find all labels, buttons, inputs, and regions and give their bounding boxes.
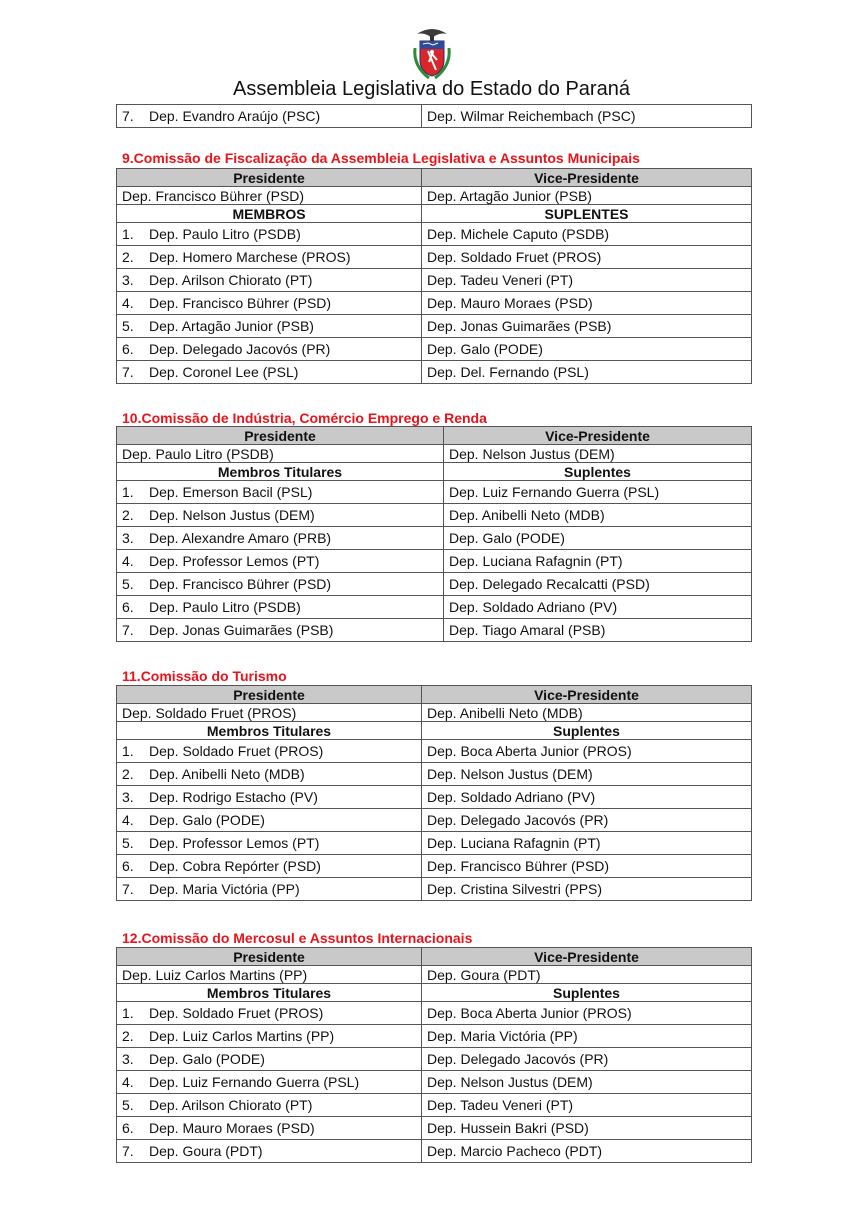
member-cell	[117, 1117, 422, 1140]
header-row	[117, 948, 752, 966]
substitutes-header: Suplentes	[444, 463, 752, 481]
substitute-cell: Dep. Nelson Justus (DEM)	[422, 1071, 752, 1094]
vice-president-header: Vice-Presidente	[422, 948, 752, 966]
row-number: 5.	[122, 576, 134, 592]
row-number: 6.	[122, 599, 134, 615]
member-name: Dep. Paulo Litro (PSDB)	[149, 226, 301, 242]
president-header: Presidente	[117, 427, 444, 445]
table-row	[117, 1025, 752, 1048]
vice-president-header: Vice-Presidente	[422, 686, 752, 704]
member-cell	[117, 809, 422, 832]
substitute-cell: Dep. Delegado Recalcatti (PSD)	[444, 573, 752, 596]
member-name: Dep. Soldado Fruet (PROS)	[149, 743, 324, 759]
member-cell	[117, 1025, 422, 1048]
row-number: 3.	[122, 1051, 134, 1067]
member-name: Dep. Rodrigo Estacho (PV)	[149, 789, 318, 805]
table-row	[117, 1048, 752, 1071]
member-cell	[117, 269, 422, 292]
member-name: Dep. Coronel Lee (PSL)	[149, 364, 299, 380]
row-number: 7.	[122, 108, 134, 124]
member-name: Dep. Evandro Araújo (PSC)	[149, 108, 321, 124]
member-cell	[117, 292, 422, 315]
member-cell	[117, 361, 422, 384]
substitute-cell: Dep. Cristina Silvestri (PPS)	[422, 878, 752, 901]
table-row	[117, 1117, 752, 1140]
member-cell	[117, 246, 422, 269]
president-name: Dep. Francisco Bührer (PSD)	[117, 187, 422, 205]
member-name: Dep. Professor Lemos (PT)	[149, 553, 320, 569]
parana-coat-of-arms-logo	[409, 26, 455, 82]
row-number: 7.	[122, 364, 134, 380]
row-number: 1.	[122, 484, 134, 500]
row-number: 4.	[122, 812, 134, 828]
substitute-cell: Dep. Tadeu Veneri (PT)	[422, 1094, 752, 1117]
row-number: 1.	[122, 226, 134, 242]
member-name: Dep. Arilson Chiorato (PT)	[149, 272, 313, 288]
row-number: 7.	[122, 1143, 134, 1159]
table-row	[117, 573, 752, 596]
members-header: Membros Titulares	[117, 463, 444, 481]
table-row	[117, 105, 752, 128]
table-row	[117, 1140, 752, 1163]
substitute-cell: Dep. Anibelli Neto (MDB)	[444, 504, 752, 527]
president-name: Dep. Paulo Litro (PSDB)	[117, 445, 444, 463]
substitute-cell: Dep. Francisco Bührer (PSD)	[422, 855, 752, 878]
president-row	[117, 704, 752, 722]
member-cell	[117, 481, 444, 504]
vice-president-name: Dep. Anibelli Neto (MDB)	[422, 704, 752, 722]
member-cell	[117, 223, 422, 246]
substitutes-header: SUPLENTES	[422, 205, 752, 223]
commission-title: 12.Comissão do Mercosul e Assuntos Internacionais	[122, 930, 473, 946]
substitute-cell: Dep. Marcio Pacheco (PDT)	[422, 1140, 752, 1163]
subheader-row	[117, 205, 752, 223]
table-row	[117, 1002, 752, 1025]
member-cell	[117, 573, 444, 596]
member-cell	[117, 105, 422, 128]
president-name: Dep. Soldado Fruet (PROS)	[117, 704, 422, 722]
member-cell	[117, 832, 422, 855]
table-row	[117, 292, 752, 315]
substitute-cell: Dep. Tiago Amaral (PSB)	[444, 619, 752, 642]
subheader-row	[117, 463, 752, 481]
member-name: Dep. Artagão Junior (PSB)	[149, 318, 314, 334]
president-row	[117, 966, 752, 984]
substitute-cell: Dep. Luciana Rafagnin (PT)	[422, 832, 752, 855]
vice-president-name: Dep. Nelson Justus (DEM)	[444, 445, 752, 463]
member-name: Dep. Professor Lemos (PT)	[149, 835, 320, 851]
member-name: Dep. Anibelli Neto (MDB)	[149, 766, 305, 782]
row-number: 1.	[122, 1005, 134, 1021]
table-row	[117, 338, 752, 361]
row-number: 3.	[122, 530, 134, 546]
member-cell	[117, 1140, 422, 1163]
row-number: 6.	[122, 858, 134, 874]
table-row	[117, 1094, 752, 1117]
table-row	[117, 481, 752, 504]
vice-president-name: Dep. Artagão Junior (PSB)	[422, 187, 752, 205]
header-row	[117, 169, 752, 187]
substitutes-header: Suplentes	[422, 984, 752, 1002]
member-name: Dep. Galo (PODE)	[149, 1051, 265, 1067]
substitute-cell: Dep. Nelson Justus (DEM)	[422, 763, 752, 786]
subheader-row	[117, 722, 752, 740]
substitute-cell: Dep. Jonas Guimarães (PSB)	[422, 315, 752, 338]
substitute-cell: Dep. Soldado Adriano (PV)	[444, 596, 752, 619]
member-cell	[117, 855, 422, 878]
member-cell	[117, 1094, 422, 1117]
substitute-cell: Dep. Galo (PODE)	[444, 527, 752, 550]
vice-president-header: Vice-Presidente	[444, 427, 752, 445]
commission-table	[116, 947, 752, 1163]
commission-table	[116, 426, 752, 642]
member-cell	[117, 504, 444, 527]
subheader-row	[117, 984, 752, 1002]
row-number: 4.	[122, 553, 134, 569]
commission-table	[116, 168, 752, 384]
substitute-cell: Dep. Soldado Fruet (PROS)	[422, 246, 752, 269]
member-cell	[117, 878, 422, 901]
members-header: Membros Titulares	[117, 722, 422, 740]
member-name: Dep. Arilson Chiorato (PT)	[149, 1097, 313, 1113]
row-number: 6.	[122, 341, 134, 357]
row-number: 2.	[122, 507, 134, 523]
member-name: Dep. Emerson Bacil (PSL)	[149, 484, 313, 500]
member-name: Dep. Soldado Fruet (PROS)	[149, 1005, 324, 1021]
member-cell	[117, 786, 422, 809]
table-row	[117, 763, 752, 786]
row-number: 2.	[122, 249, 134, 265]
member-name: Dep. Paulo Litro (PSDB)	[149, 599, 301, 615]
member-cell	[117, 619, 444, 642]
member-name: Dep. Delegado Jacovós (PR)	[149, 341, 331, 357]
member-name: Dep. Jonas Guimarães (PSB)	[149, 622, 334, 638]
member-cell	[117, 1002, 422, 1025]
member-cell	[117, 596, 444, 619]
table-row	[117, 504, 752, 527]
commission-title: 11.Comissão do Turismo	[122, 668, 287, 684]
member-cell	[117, 763, 422, 786]
substitute-cell: Dep. Mauro Moraes (PSD)	[422, 292, 752, 315]
member-name: Dep. Cobra Repórter (PSD)	[149, 858, 321, 874]
row-number: 5.	[122, 1097, 134, 1113]
substitute-cell: Dep. Soldado Adriano (PV)	[422, 786, 752, 809]
table-row	[117, 315, 752, 338]
member-cell	[117, 1048, 422, 1071]
row-number: 5.	[122, 835, 134, 851]
president-row	[117, 445, 752, 463]
table-row	[117, 361, 752, 384]
member-name: Dep. Nelson Justus (DEM)	[149, 507, 315, 523]
table-row	[117, 223, 752, 246]
commission-title: 10.Comissão de Indústria, Comércio Emprego e Renda	[122, 410, 487, 426]
continued-table	[116, 104, 752, 128]
substitute-cell: Dep. Luiz Fernando Guerra (PSL)	[444, 481, 752, 504]
substitute-cell: Dep. Michele Caputo (PSDB)	[422, 223, 752, 246]
member-cell	[117, 527, 444, 550]
member-cell	[117, 550, 444, 573]
vice-president-header: Vice-Presidente	[422, 169, 752, 187]
table-row	[117, 246, 752, 269]
substitute-cell: Dep. Boca Aberta Junior (PROS)	[422, 1002, 752, 1025]
commission-title: 9.Comissão de Fiscalização da Assembleia Legislativa e Assuntos Municipais	[122, 150, 640, 166]
member-cell	[117, 740, 422, 763]
substitute-cell: Dep. Hussein Bakri (PSD)	[422, 1117, 752, 1140]
member-name: Dep. Mauro Moraes (PSD)	[149, 1120, 315, 1136]
substitute-cell: Dep. Wilmar Reichembach (PSC)	[422, 105, 752, 128]
row-number: 2.	[122, 1028, 134, 1044]
president-header: Presidente	[117, 169, 422, 187]
member-name: Dep. Maria Victória (PP)	[149, 881, 300, 897]
member-cell	[117, 338, 422, 361]
row-number: 3.	[122, 272, 134, 288]
member-name: Dep. Goura (PDT)	[149, 1143, 263, 1159]
table-row	[117, 269, 752, 292]
row-number: 6.	[122, 1120, 134, 1136]
member-name: Dep. Luiz Fernando Guerra (PSL)	[149, 1074, 360, 1090]
substitute-cell: Dep. Tadeu Veneri (PT)	[422, 269, 752, 292]
substitute-cell: Dep. Maria Victória (PP)	[422, 1025, 752, 1048]
substitute-cell: Dep. Delegado Jacovós (PR)	[422, 1048, 752, 1071]
table-row	[117, 809, 752, 832]
row-number: 1.	[122, 743, 134, 759]
president-name: Dep. Luiz Carlos Martins (PP)	[117, 966, 422, 984]
row-number: 3.	[122, 789, 134, 805]
table-row	[117, 832, 752, 855]
member-name: Dep. Alexandre Amaro (PRB)	[149, 530, 332, 546]
row-number: 4.	[122, 295, 134, 311]
substitute-cell: Dep. Galo (PODE)	[422, 338, 752, 361]
substitute-cell: Dep. Luciana Rafagnin (PT)	[444, 550, 752, 573]
header-row	[117, 427, 752, 445]
table-row	[117, 740, 752, 763]
president-header: Presidente	[117, 686, 422, 704]
row-number: 4.	[122, 1074, 134, 1090]
table-row	[117, 855, 752, 878]
member-name: Dep. Galo (PODE)	[149, 812, 265, 828]
commission-table	[116, 685, 752, 901]
member-name: Dep. Luiz Carlos Martins (PP)	[149, 1028, 335, 1044]
member-cell	[117, 1071, 422, 1094]
table-row	[117, 527, 752, 550]
table-row	[117, 878, 752, 901]
row-number: 7.	[122, 622, 134, 638]
table-row	[117, 550, 752, 573]
member-name: Dep. Francisco Bührer (PSD)	[149, 576, 332, 592]
members-header: Membros Titulares	[117, 984, 422, 1002]
substitutes-header: Suplentes	[422, 722, 752, 740]
member-name: Dep. Homero Marchese (PROS)	[149, 249, 351, 265]
row-number: 2.	[122, 766, 134, 782]
vice-president-name: Dep. Goura (PDT)	[422, 966, 752, 984]
table-row	[117, 1071, 752, 1094]
table-row	[117, 619, 752, 642]
table-row	[117, 786, 752, 809]
substitute-cell: Dep. Boca Aberta Junior (PROS)	[422, 740, 752, 763]
table-row	[117, 596, 752, 619]
substitute-cell: Dep. Del. Fernando (PSL)	[422, 361, 752, 384]
row-number: 5.	[122, 318, 134, 334]
president-row	[117, 187, 752, 205]
president-header: Presidente	[117, 948, 422, 966]
document-title: Assembleia Legislativa do Estado do Paraná	[233, 78, 630, 100]
members-header: MEMBROS	[117, 205, 422, 223]
substitute-cell: Dep. Delegado Jacovós (PR)	[422, 809, 752, 832]
member-name: Dep. Francisco Bührer (PSD)	[149, 295, 332, 311]
header-row	[117, 686, 752, 704]
row-number: 7.	[122, 881, 134, 897]
member-cell	[117, 315, 422, 338]
